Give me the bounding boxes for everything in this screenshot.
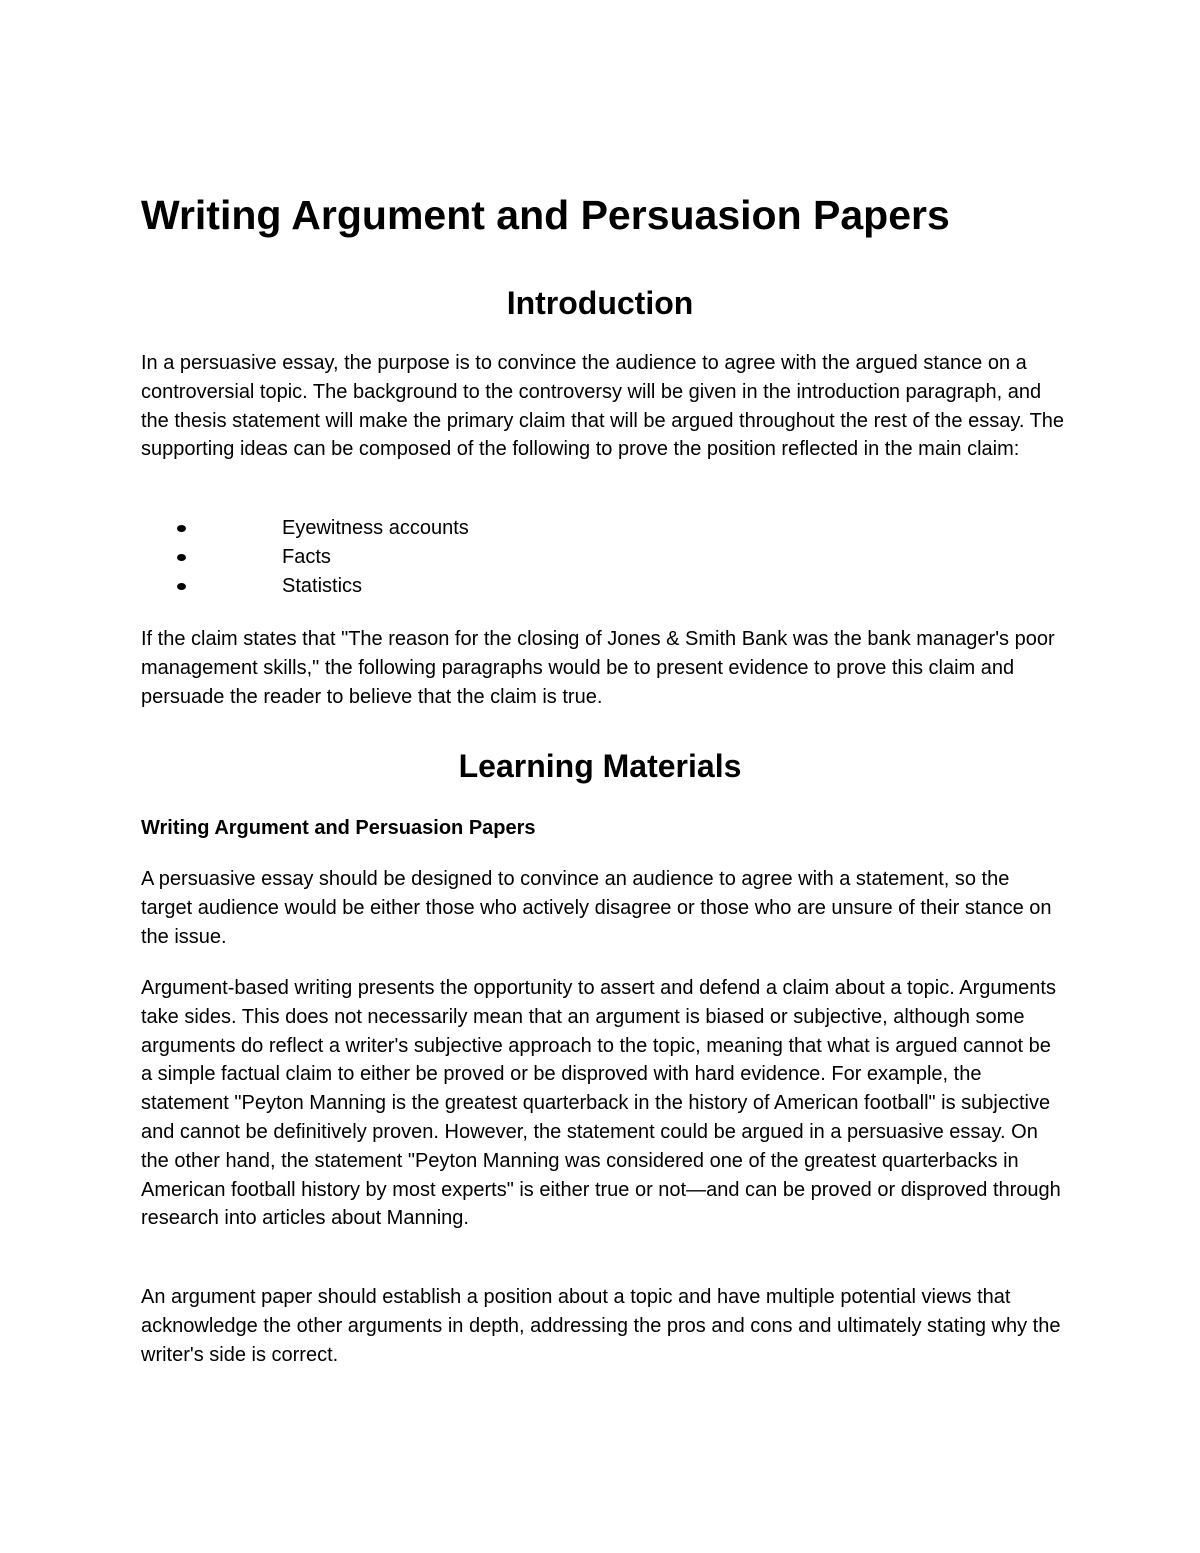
list-item-text: Eyewitness accounts	[282, 517, 469, 539]
bullet-icon	[177, 554, 186, 561]
argument-paper-paragraph: An argument paper should establish a position about a topic and have multiple potential views that acknowledge the other arguments in depth, addressing the pros and cons and ultimately stating why the writer's side is correct.	[141, 1286, 1061, 1366]
list-item-text: Statistics	[282, 575, 363, 597]
bullet-icon	[177, 525, 186, 532]
learning-materials-heading: Learning Materials	[458, 748, 742, 784]
claim-example-paragraph: If the claim states that "The reason for the closing of Jones & Smith Bank was the bank manager's poor management skills," the following paragraphs would be to present evidence to prove this claim and persuade the reader to believe that the claim is true.	[141, 628, 1055, 708]
document-title: Writing Argument and Persuasion Papers	[141, 192, 950, 238]
introduction-paragraph: In a persuasive essay, the purpose is to convince the audience to agree with the argued stance on a controversial topic. The background to the controversy will be given in the introduction paragraph, and the thesis statement will make the primary claim that will be argued throughout the rest of the essay. The supporting ideas can be composed of the following to prove the position reflected in the main claim:	[141, 352, 1065, 461]
introduction-heading: Introduction	[506, 285, 694, 321]
learning-materials-subheading: Writing Argument and Persuasion Papers	[141, 817, 536, 839]
bullet-icon	[177, 583, 186, 590]
list-item-text: Facts	[282, 546, 331, 568]
argument-paragraph: Argument-based writing presents the opportunity to assert and defend a claim about a topic. Arguments take sides. This does not necessarily mean that an argument is biased or subjective, although some arguments do reflect a writer's subjective approach to the topic, meaning that what is argued cannot be a simple factual claim to either be proved or be disproved with hard evidence. For example, the statement "Peyton Manning is the greatest quarterback in the history of American football" is subjective and cannot be definitively proven. However, the statement could be argued in a persuasive essay. On the other hand, the statement "Peyton Manning was considered one of the greatest quarterbacks in American football history by most experts" is either true or not—and can be proved or disproved through research into articles about Manning.	[141, 977, 1061, 1230]
audience-paragraph: A persuasive essay should be designed to convince an audience to agree with a statement, so the target audience would be either those who actively disagree or those who are unsure of their stance on the issue.	[141, 868, 1052, 948]
